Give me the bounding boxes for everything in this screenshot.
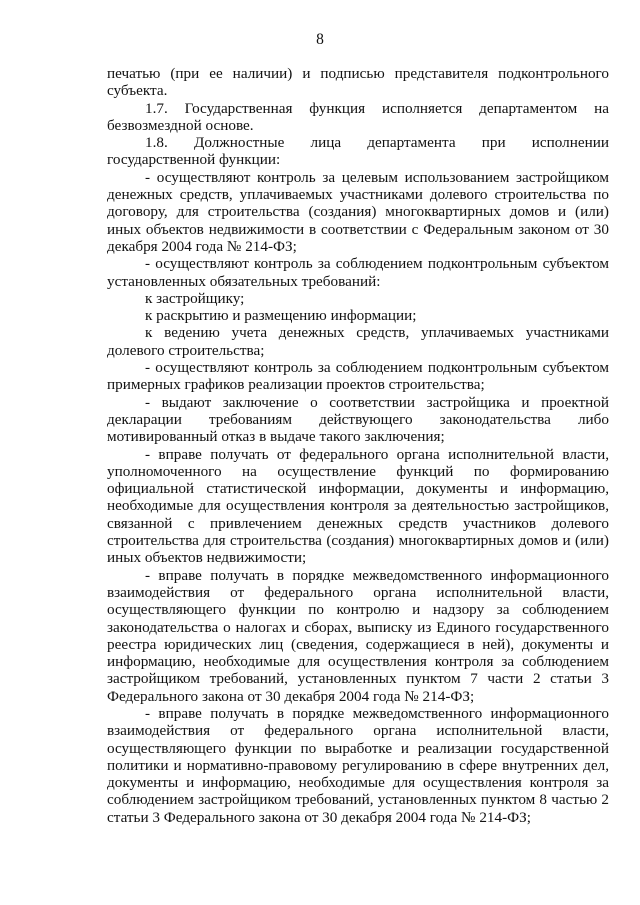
list-item-statistics-request: - вправе получать от федерального органа исполнительной власти, уполномоченного на осуществление функций по формированию официальной статистической информации, документы и информацию, необходимые для осуществления контроля за деятельностью застройщиков, связанной с привлечением денежных средств участников долевого строительства для строительства (создания) многоквартирных домов и (или) иных объектов недвижимости; [107,445,609,567]
paragraph-1-8: 1.8. Должностные лица департамента при исполнении государственной функции: [107,134,609,169]
page-number: 8 [316,31,324,48]
sub-item-developer: к застройщику; [145,289,245,307]
list-item-conclusion: - выдают заключение о соответствии застройщика и проектной декларации требованиям действующего законодательства либо мотивированный отказ в выдаче такого заключения; [107,393,609,446]
sub-item-accounting: к ведению учета денежных средств, уплачиваемых участниками долевого строительства; [107,324,609,359]
list-item-schedule-control: - осуществляют контроль за соблюдением подконтрольным субъектом примерных графиков реализации проектов строительства; [107,359,609,394]
list-item-internal-affairs-request: - вправе получать в порядке межведомственного информационного взаимодействия от федерального органа исполнительной власти, осуществляющего функции по выработке и реализации государственной политики и нормативно-правовому регулированию в сфере внутренних дел, документы и информацию, необходимые для осуществления контроля за соблюдением застройщиком требований, установленных пунктом 8 частью 2 статьи 3 Федерального закона от 30 декабря 2004 года № 214-ФЗ; [107,704,609,826]
list-item-tax-authority-request: - вправе получать в порядке межведомственного информационного взаимодействия от федерального органа исполнительной власти, осуществляющего функции по контролю и надзору за соблюдением законодательства о налогах и сборах, выписку из Единого государственного реестра юридических лиц (сведения, содержащиеся в ней), документы и информацию, необходимые для осуществления контроля за соблюдением застройщиком требований, установленных пунктом 7 части 2 статьи 3 Федерального закона от 30 декабря 2004 года № 214-ФЗ; [107,566,609,705]
list-item-mandatory-requirements: - осуществляют контроль за соблюдением подконтрольным субъектом установленных обязательных требований: [107,255,609,290]
paragraph-signature-continuation: печатью (при ее наличии) и подписью представителя подконтрольного субъекта. [107,65,609,100]
paragraph-1-7: 1.7. Государственная функция исполняется департаментом на безвозмездной основе. [107,99,609,134]
document-body [107,65,609,826]
list-item-target-use-control: - осуществляют контроль за целевым использованием застройщиком денежных средств, уплачиваемых участниками долевого строительства по договору, для строительства (создания) многоквартирных домов и (или) иных объектов недвижимости в соответствии с Федеральным законом от 30 декабря 2004 года № 214-ФЗ; [107,168,609,255]
sub-item-disclosure: к раскрытию и размещению информации; [145,307,417,325]
